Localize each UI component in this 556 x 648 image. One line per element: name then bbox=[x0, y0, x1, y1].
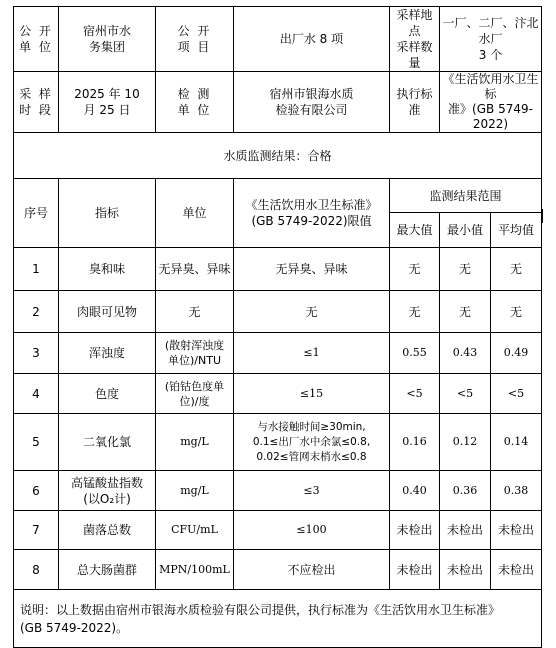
row-unit: (铂钴色度单 位)/度 bbox=[156, 374, 234, 414]
period-label: 采 样 时 段 bbox=[14, 72, 59, 133]
test-unit-value: 宿州市银海水质 检验有限公司 bbox=[234, 72, 390, 133]
row-avg: 无 bbox=[491, 291, 542, 333]
row-avg: 无 bbox=[491, 248, 542, 291]
row-avg: 0.49 bbox=[491, 333, 542, 374]
row-limit: 与水接触时间≥30min, 0.1≤出厂水中余氯≤0.8, 0.02≤管网末梢水≤0.8 bbox=[234, 414, 390, 471]
row-avg: 未检出 bbox=[491, 550, 542, 590]
row-index: 6 bbox=[14, 471, 59, 511]
standard-value: 《生活饮用水卫生标 准》(GB 5749-2022) bbox=[440, 72, 542, 133]
row-index: 7 bbox=[14, 511, 59, 550]
col-range: 监测结果范围 bbox=[390, 179, 542, 213]
col-limit: 《生活饮用水卫生标准》 (GB 5749-2022)限值 bbox=[234, 179, 390, 248]
row-unit: MPN/100mL bbox=[156, 550, 234, 590]
row-avg: 0.38 bbox=[491, 471, 542, 511]
header-row-2 bbox=[14, 72, 542, 133]
row-indicator: 肉眼可见物 bbox=[59, 291, 156, 333]
row-index: 1 bbox=[14, 248, 59, 291]
table-row bbox=[14, 471, 542, 511]
table-row bbox=[14, 291, 542, 333]
col-max: 最大值 bbox=[390, 213, 440, 248]
sampling-label: 采样地点 采样数量 bbox=[390, 7, 440, 72]
publisher-value: 宿州市水 务集团 bbox=[59, 7, 156, 72]
project-label: 公 开 项 目 bbox=[156, 7, 234, 72]
row-avg: 0.14 bbox=[491, 414, 542, 471]
footnote-text: 说明：以上数据由宿州市银海水质检验有限公司提供，执行标准为《生活饮用水卫生标准》 (GB 5749-2022)。 bbox=[14, 590, 542, 648]
row-index: 3 bbox=[14, 333, 59, 374]
table-row bbox=[14, 550, 542, 590]
row-unit: mg/L bbox=[156, 414, 234, 471]
row-indicator: 高锰酸盐指数 (以O₂计) bbox=[59, 471, 156, 511]
row-index: 4 bbox=[14, 374, 59, 414]
sampling-value: 一厂、二厂、汴北水厂 3 个 bbox=[440, 7, 542, 72]
row-index: 8 bbox=[14, 550, 59, 590]
table-row bbox=[14, 374, 542, 414]
row-min: 未检出 bbox=[440, 511, 491, 550]
row-index: 2 bbox=[14, 291, 59, 333]
row-limit: ≤100 bbox=[234, 511, 390, 550]
table-row bbox=[14, 511, 542, 550]
result-row bbox=[14, 133, 542, 179]
row-min: 未检出 bbox=[440, 550, 491, 590]
row-unit: CFU/mL bbox=[156, 511, 234, 550]
row-max: 0.40 bbox=[390, 471, 440, 511]
col-min: 最小值 bbox=[440, 213, 491, 248]
row-min: 无 bbox=[440, 248, 491, 291]
project-value: 出厂水 8 项 bbox=[234, 7, 390, 72]
row-indicator: 色度 bbox=[59, 374, 156, 414]
row-unit: 无 bbox=[156, 291, 234, 333]
footnote-row bbox=[14, 590, 542, 648]
col-index: 序号 bbox=[14, 179, 59, 248]
row-index: 5 bbox=[14, 414, 59, 471]
row-limit: 无 bbox=[234, 291, 390, 333]
row-avg: <5 bbox=[491, 374, 542, 414]
test-unit-label: 检 测 单 位 bbox=[156, 72, 234, 133]
result-line: 水质监测结果：合格 bbox=[14, 133, 542, 179]
col-unit: 单位 bbox=[156, 179, 234, 248]
row-min: 0.43 bbox=[440, 333, 491, 374]
row-max: 0.55 bbox=[390, 333, 440, 374]
table-row bbox=[14, 333, 542, 374]
row-limit: ≤1 bbox=[234, 333, 390, 374]
report-table bbox=[13, 6, 542, 648]
column-header-row-1 bbox=[14, 179, 542, 213]
row-max: 未检出 bbox=[390, 511, 440, 550]
row-max: 未检出 bbox=[390, 550, 440, 590]
row-unit: 无异臭、异味 bbox=[156, 248, 234, 291]
row-unit: (散射浑浊度 单位)/NTU bbox=[156, 333, 234, 374]
row-avg: 未检出 bbox=[491, 511, 542, 550]
row-max: 无 bbox=[390, 248, 440, 291]
row-limit: 无异臭、异味 bbox=[234, 248, 390, 291]
table-row bbox=[14, 248, 542, 291]
row-max: <5 bbox=[390, 374, 440, 414]
col-indicator: 指标 bbox=[59, 179, 156, 248]
row-limit: ≤15 bbox=[234, 374, 390, 414]
standard-label: 执行标准 bbox=[390, 72, 440, 133]
period-value: 2025 年 10 月 25 日 bbox=[59, 72, 156, 133]
row-max: 无 bbox=[390, 291, 440, 333]
header-row-1 bbox=[14, 7, 542, 72]
row-indicator: 臭和味 bbox=[59, 248, 156, 291]
water-quality-report bbox=[13, 6, 541, 648]
row-min: 无 bbox=[440, 291, 491, 333]
row-indicator: 浑浊度 bbox=[59, 333, 156, 374]
row-indicator: 二氧化氯 bbox=[59, 414, 156, 471]
table-row bbox=[14, 414, 542, 471]
row-min: 0.36 bbox=[440, 471, 491, 511]
row-indicator: 菌落总数 bbox=[59, 511, 156, 550]
row-min: <5 bbox=[440, 374, 491, 414]
row-limit: 不应检出 bbox=[234, 550, 390, 590]
text-cursor-mark bbox=[541, 209, 543, 223]
col-avg: 平均值 bbox=[491, 213, 542, 248]
publisher-label: 公 开 单 位 bbox=[14, 7, 59, 72]
row-unit: mg/L bbox=[156, 471, 234, 511]
row-min: 0.12 bbox=[440, 414, 491, 471]
row-limit: ≤3 bbox=[234, 471, 390, 511]
row-max: 0.16 bbox=[390, 414, 440, 471]
row-indicator: 总大肠菌群 bbox=[59, 550, 156, 590]
